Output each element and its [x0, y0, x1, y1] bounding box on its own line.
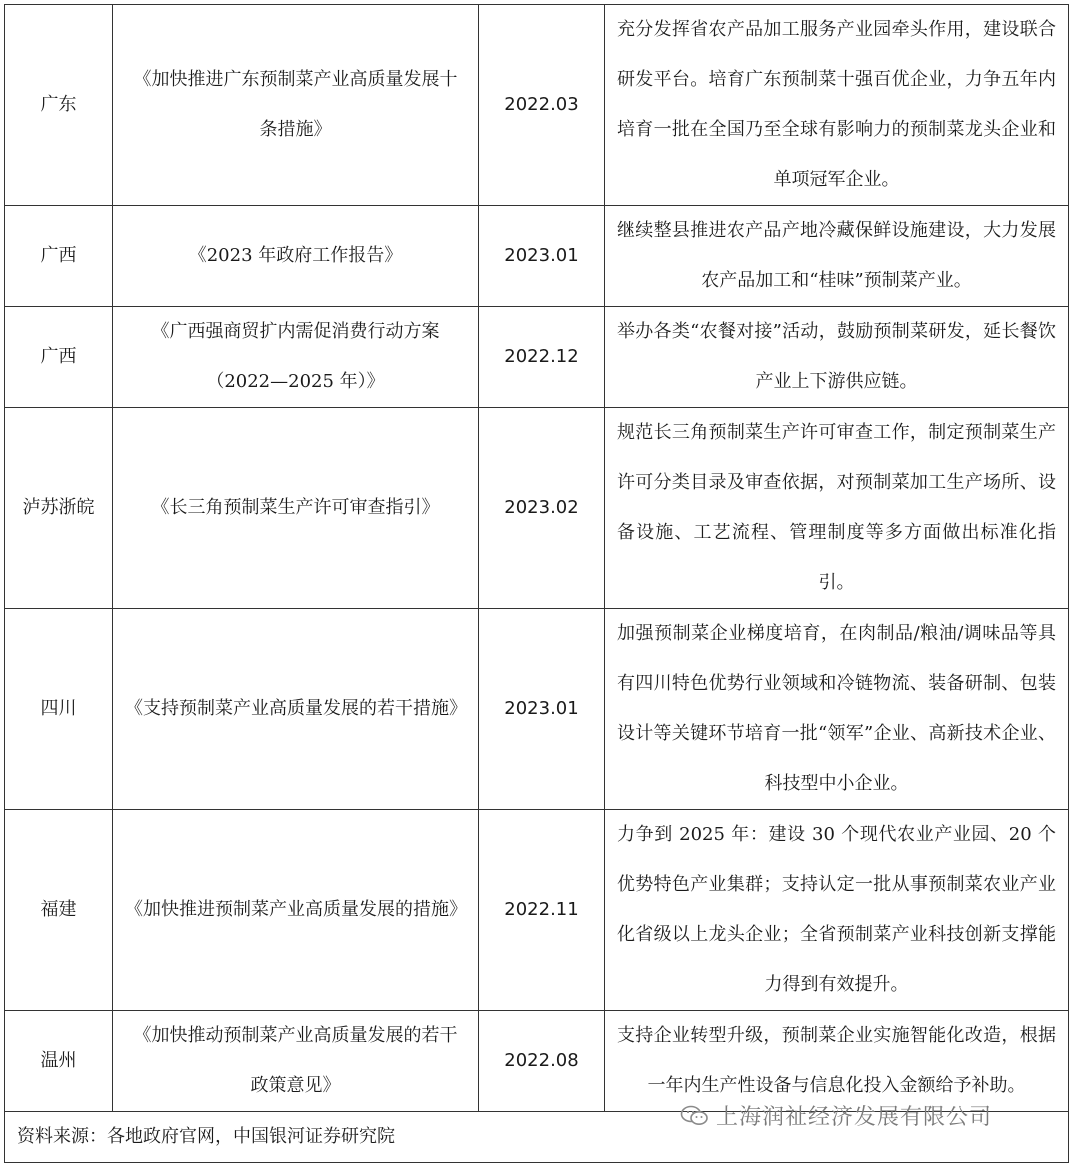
region-cell: 广西	[5, 307, 113, 408]
region-cell: 广西	[5, 206, 113, 307]
date-cell: 2022.03	[479, 5, 605, 206]
document-cell: 《加快推进广东预制菜产业高质量发展十条措施》	[113, 5, 479, 206]
region-cell: 广东	[5, 5, 113, 206]
table-row	[5, 1011, 1069, 1112]
source-note: 资料来源：各地政府官网，中国银河证券研究院	[5, 1112, 1069, 1163]
table-row	[5, 408, 1069, 609]
table-row	[5, 5, 1069, 206]
date-cell: 2023.02	[479, 408, 605, 609]
document-cell: 《广西强商贸扩内需促消费行动方案（2022—2025 年）》	[113, 307, 479, 408]
region-cell: 福建	[5, 810, 113, 1011]
region-cell: 泸苏浙皖	[5, 408, 113, 609]
content-cell: 力争到 2025 年：建设 30 个现代农业产业园、20 个优势特色产业集群；支持认定一批从事预制菜农业产业化省级以上龙头企业；全省预制菜产业科技创新支撑能力得到有效提升。	[605, 810, 1069, 1011]
watermark-text: 上海润祉经济发展有限公司	[716, 1105, 993, 1130]
table-row	[5, 206, 1069, 307]
date-cell: 2022.08	[479, 1011, 605, 1112]
wechat-icon	[680, 1104, 710, 1128]
document-cell: 《长三角预制菜生产许可审查指引》	[113, 408, 479, 609]
content-cell: 加强预制菜企业梯度培育，在肉制品/粮油/调味品等具有四川特色优势行业领域和冷链物流、装备研制、包装设计等关键环节培育一批“领军”企业、高新技术企业、科技型中小企业。	[605, 609, 1069, 810]
policy-table	[4, 4, 1069, 1163]
document-cell: 《加快推进预制菜产业高质量发展的措施》	[113, 810, 479, 1011]
table-row	[5, 609, 1069, 810]
content-cell: 充分发挥省农产品加工服务产业园牵头作用，建设联合研发平台。培育广东预制菜十强百优企业，力争五年内培育一批在全国乃至全球有影响力的预制菜龙头企业和单项冠军企业。	[605, 5, 1069, 206]
table-row	[5, 810, 1069, 1011]
region-cell: 四川	[5, 609, 113, 810]
document-cell: 《2023 年政府工作报告》	[113, 206, 479, 307]
content-cell: 举办各类“农餐对接”活动，鼓励预制菜研发，延长餐饮产业上下游供应链。	[605, 307, 1069, 408]
content-cell: 支持企业转型升级，预制菜企业实施智能化改造，根据一年内生产性设备与信息化投入金额给予补助。	[605, 1011, 1069, 1112]
watermark	[680, 1100, 992, 1131]
content-cell: 继续整县推进农产品产地冷藏保鲜设施建设，大力发展农产品加工和“桂味”预制菜产业。	[605, 206, 1069, 307]
document-cell: 《支持预制菜产业高质量发展的若干措施》	[113, 609, 479, 810]
document-cell: 《加快推动预制菜产业高质量发展的若干政策意见》	[113, 1011, 479, 1112]
date-cell: 2023.01	[479, 609, 605, 810]
region-cell: 温州	[5, 1011, 113, 1112]
date-cell: 2022.12	[479, 307, 605, 408]
table-row	[5, 307, 1069, 408]
date-cell: 2022.11	[479, 810, 605, 1011]
date-cell: 2023.01	[479, 206, 605, 307]
content-cell: 规范长三角预制菜生产许可审查工作，制定预制菜生产许可分类目录及审查依据，对预制菜加工生产场所、设备设施、工艺流程、管理制度等多方面做出标准化指引。	[605, 408, 1069, 609]
